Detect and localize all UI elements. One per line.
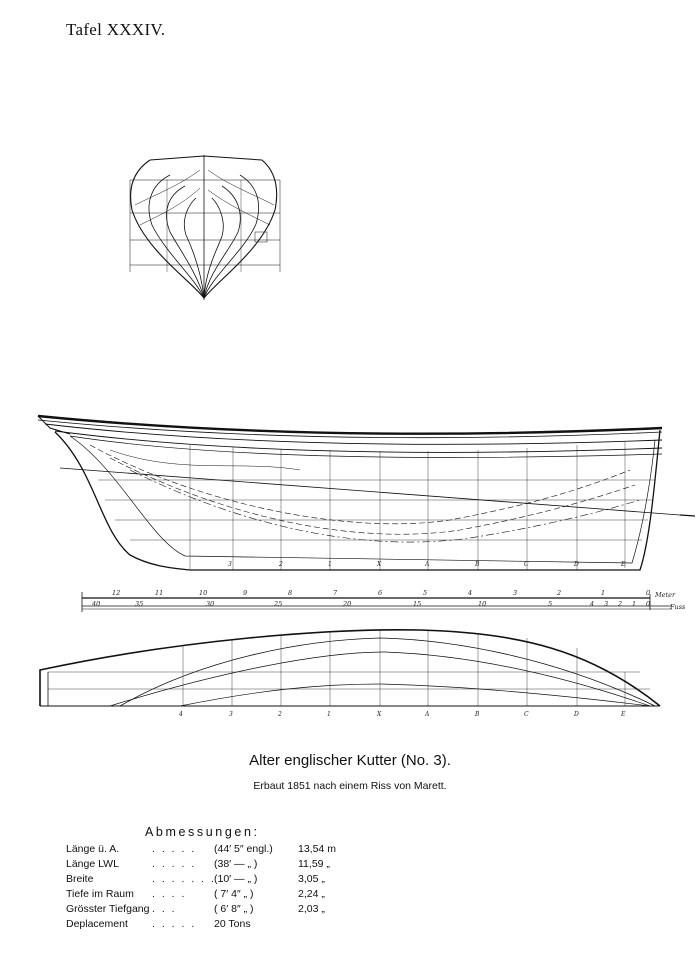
station-label: D: [574, 561, 579, 568]
scale-tick-label: 35: [135, 600, 144, 608]
scale-tick-label: 1: [601, 589, 606, 597]
station-label: D: [574, 711, 579, 718]
station-label: 2: [278, 711, 282, 718]
scale-tick-label: 30: [206, 600, 215, 608]
caption-subtitle: Erbaut 1851 nach einem Riss von Marett.: [253, 780, 447, 792]
station-label: B: [475, 711, 480, 718]
scale-tick-label: 7: [333, 589, 338, 597]
plate-title: Tafel XXXIV.: [66, 20, 166, 39]
dimension-leader: . . . . .: [152, 858, 197, 870]
scale-tick-label: 0: [646, 589, 651, 597]
station-label: 1: [328, 561, 332, 568]
scale-tick-label: 3: [513, 589, 518, 597]
dimension-label: Tiefe im Raum: [66, 888, 134, 900]
scale-tick-label: 1: [632, 600, 637, 608]
dimension-label: Grösster Tiefgang: [66, 903, 150, 915]
dimension-leader: . . . . .: [152, 918, 197, 930]
dimension-imperial: ( 6′ 8″ „ ): [214, 903, 254, 915]
station-label: 1: [327, 711, 331, 718]
dimension-imperial: (10′ — „ ): [214, 873, 258, 885]
scale-tick-label: 10: [478, 600, 487, 608]
dimension-label: Länge LWL: [66, 858, 119, 870]
dimensions-heading: Abmessungen:: [145, 825, 260, 839]
dimension-imperial: (44′ 5″ engl.): [214, 843, 273, 855]
scale-tick-label: 4: [468, 589, 473, 597]
station-label: 2: [279, 561, 283, 568]
scale-tick-label: 3: [604, 600, 609, 608]
dimension-label: Länge ü. A.: [66, 843, 120, 855]
dimension-imperial: 20 Tons: [214, 918, 251, 930]
station-label: E: [621, 711, 626, 718]
scale-tick-label: 4: [590, 600, 595, 608]
dimension-leader: . . . . .: [152, 843, 197, 855]
scale-tick-label: 12: [112, 589, 121, 597]
scale-tick-label: 6: [378, 589, 383, 597]
scale-tick-label: 25: [274, 600, 283, 608]
scale-tick-labels: [91, 589, 686, 611]
station-label: A: [425, 561, 430, 568]
station-label: E: [621, 561, 626, 568]
profile-plan: [38, 416, 695, 570]
station-label: 4: [179, 711, 183, 718]
scale-tick-label: 40: [92, 600, 101, 608]
scale-tick-label: 0: [646, 600, 651, 608]
dimension-imperial: (38′ — „ ): [214, 858, 258, 870]
scale-bar: [82, 592, 672, 612]
station-label: B: [475, 561, 480, 568]
scale-unit-feet: Fuss: [670, 603, 686, 611]
dimension-leader: . . . . . . . .: [152, 873, 226, 885]
caption-title: Alter englischer Kutter (No. 3).: [249, 752, 451, 769]
station-label: X: [377, 561, 382, 568]
station-label: 3: [229, 711, 233, 718]
scale-tick-label: 8: [288, 589, 293, 597]
dimension-label: Deplacement: [66, 918, 128, 930]
scale-tick-label: 10: [199, 589, 208, 597]
station-label: 3: [228, 561, 232, 568]
scale-tick-label: 5: [548, 600, 553, 608]
station-label: C: [524, 561, 529, 568]
scale-tick-label: 5: [423, 589, 428, 597]
scale-tick-label: 15: [413, 600, 422, 608]
station-label: C: [524, 711, 529, 718]
half-breadth-station-labels: [178, 711, 626, 718]
scale-tick-label: 2: [557, 589, 562, 597]
scale-tick-label: 11: [155, 589, 164, 597]
body-plan: [130, 155, 280, 300]
scale-tick-label: 9: [243, 589, 248, 597]
dimension-metric: 13,54 m: [298, 843, 336, 855]
dimension-label: Breite: [66, 873, 94, 885]
dimension-metric: 11,59 „: [298, 858, 330, 870]
dimension-leader: . . .: [152, 903, 177, 915]
station-label: X: [377, 711, 382, 718]
scale-tick-label: 20: [343, 600, 352, 608]
dimension-leader: . . . .: [152, 888, 187, 900]
station-label: A: [425, 711, 430, 718]
half-breadth-plan: [40, 630, 660, 706]
dimension-metric: 3,05 „: [298, 873, 325, 885]
dimension-metric: 2,03 „: [298, 903, 325, 915]
dimension-imperial: ( 7′ 4″ „ ): [214, 888, 254, 900]
scale-tick-label: 2: [618, 600, 623, 608]
dimension-metric: 2,24 „: [298, 888, 325, 900]
scale-unit-meter: Meter: [655, 591, 676, 599]
